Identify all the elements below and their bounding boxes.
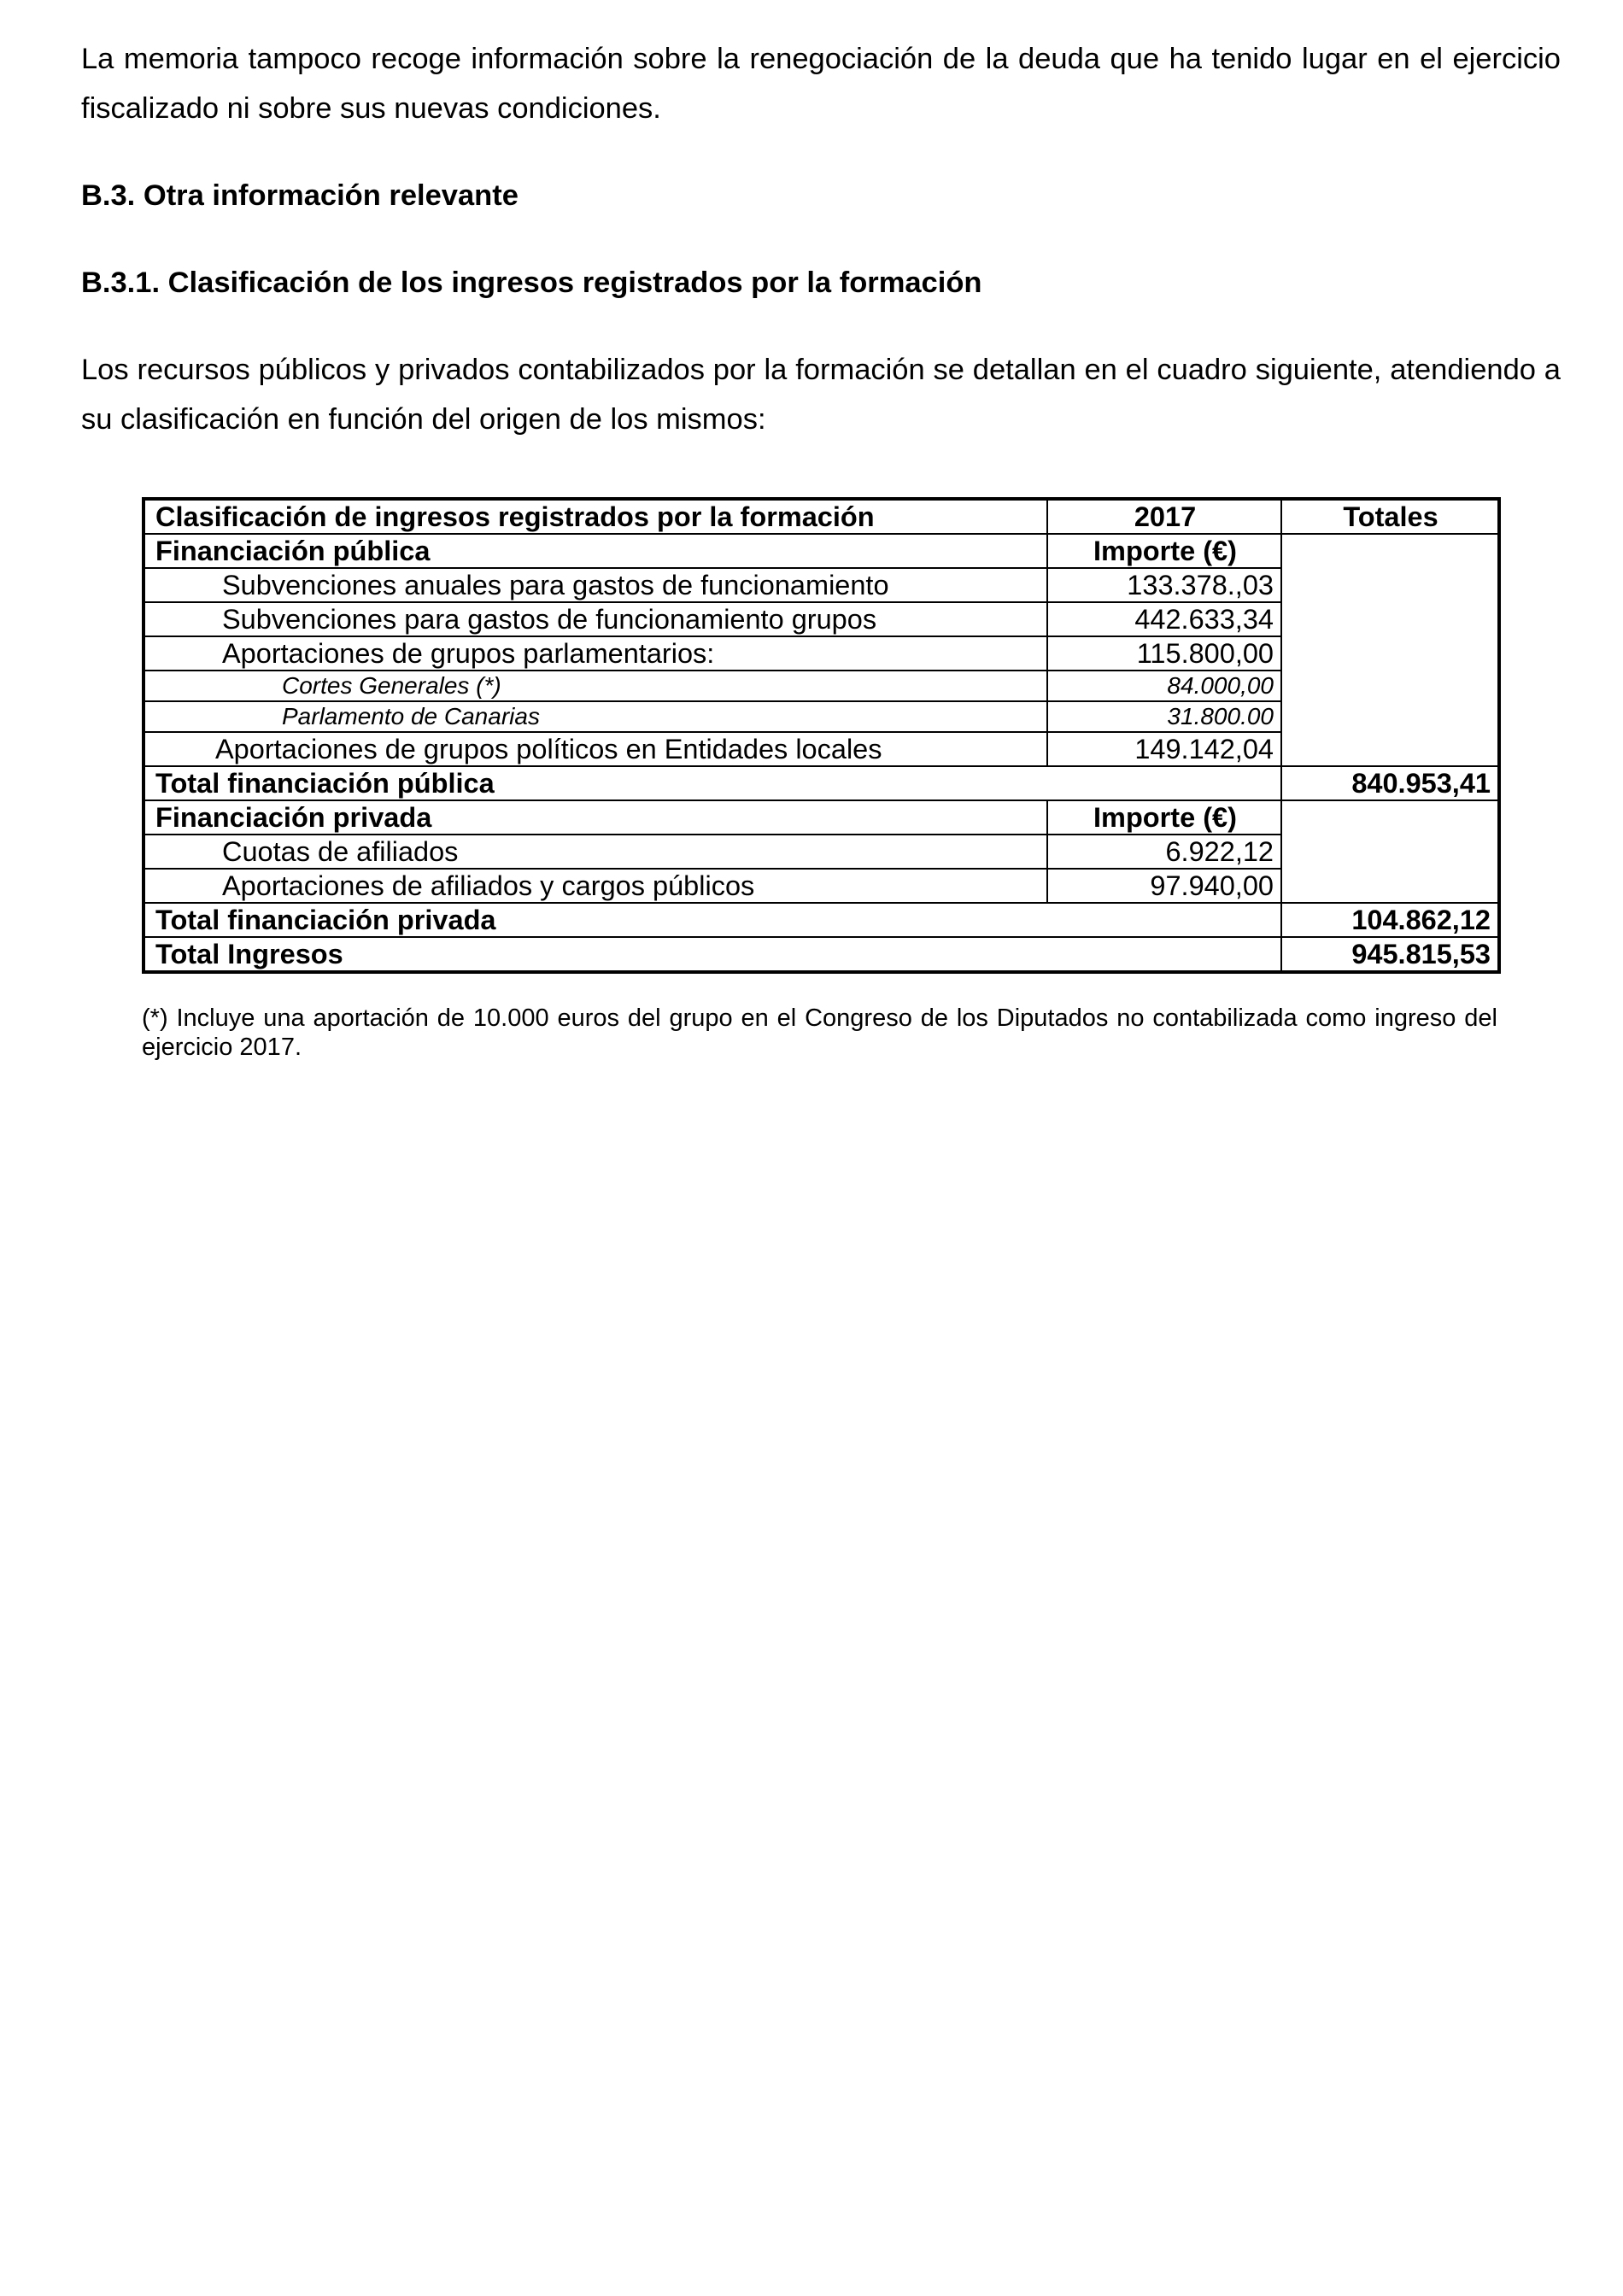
income-table-container — [142, 497, 1497, 974]
private-section-header-row — [144, 800, 1499, 835]
header-classification: Clasificación de ingresos registrados por la formación — [144, 499, 1047, 534]
private-total-row — [144, 903, 1499, 937]
paragraph-debt-renegotiation: La memoria tampoco recoge información sobre la renegociación de la deuda que ha tenido lugar en el ejercicio fiscalizado ni sobre sus nuevas condiciones. — [81, 43, 1561, 125]
private-total-label: Total financiación privada — [144, 903, 1281, 937]
row-value: 149.142,04 — [1047, 732, 1281, 766]
public-amount-header: Importe (€) — [1047, 534, 1281, 568]
row-value: 115.800,00 — [1047, 636, 1281, 671]
row-label: Cuotas de afiliados — [144, 835, 1047, 869]
paragraph-income-intro: Los recursos públicos y privados contabilizados por la formación se detallan en el cuadro siguiente, atendiendo a su clasificación en función del origen de los mismos: — [81, 354, 1561, 436]
row-label: Aportaciones de afiliados y cargos públicos — [144, 869, 1047, 903]
document-page — [81, 34, 1561, 444]
row-value: 97.940,00 — [1047, 869, 1281, 903]
row-label: Aportaciones de grupos políticos en Entidades locales — [144, 732, 1047, 766]
header-totals: Totales — [1281, 499, 1499, 534]
row-label: Parlamento de Canarias — [144, 701, 1047, 732]
header-year: 2017 — [1047, 499, 1281, 534]
table-header-row — [144, 499, 1499, 534]
private-amount-header: Importe (€) — [1047, 800, 1281, 835]
section-heading-b3: B.3. Otra información relevante — [81, 179, 519, 212]
row-value: 31.800.00 — [1047, 701, 1281, 732]
row-label: Subvenciones para gastos de funcionamiento grupos — [144, 602, 1047, 636]
public-total-value: 840.953,41 — [1281, 766, 1499, 800]
row-value: 84.000,00 — [1047, 671, 1281, 701]
public-total-label: Total financiación pública — [144, 766, 1281, 800]
row-value: 442.633,34 — [1047, 602, 1281, 636]
section-heading-b31: B.3.1. Clasificación de los ingresos registrados por la formación — [81, 266, 982, 299]
public-totals-blank-cell — [1281, 534, 1499, 766]
public-section-label: Financiación pública — [144, 534, 1047, 568]
row-label: Subvenciones anuales para gastos de funcionamiento — [144, 568, 1047, 602]
grand-total-value: 945.815,53 — [1281, 937, 1499, 972]
row-value: 6.922,12 — [1047, 835, 1281, 869]
row-value: 133.378.,03 — [1047, 568, 1281, 602]
table-footnote: (*) Incluye una aportación de 10.000 euros del grupo en el Congreso de los Diputados no contabilizada como ingreso del ejercicio 2017. — [142, 1004, 1497, 1061]
private-total-value: 104.862,12 — [1281, 903, 1499, 937]
private-section-label: Financiación privada — [144, 800, 1047, 835]
grand-total-label: Total Ingresos — [144, 937, 1281, 972]
private-totals-blank-cell — [1281, 800, 1499, 903]
public-section-header-row — [144, 534, 1499, 568]
row-label: Aportaciones de grupos parlamentarios: — [144, 636, 1047, 671]
public-total-row — [144, 766, 1499, 800]
grand-total-row — [144, 937, 1499, 972]
income-classification-table — [142, 497, 1501, 974]
row-label: Cortes Generales (*) — [144, 671, 1047, 701]
